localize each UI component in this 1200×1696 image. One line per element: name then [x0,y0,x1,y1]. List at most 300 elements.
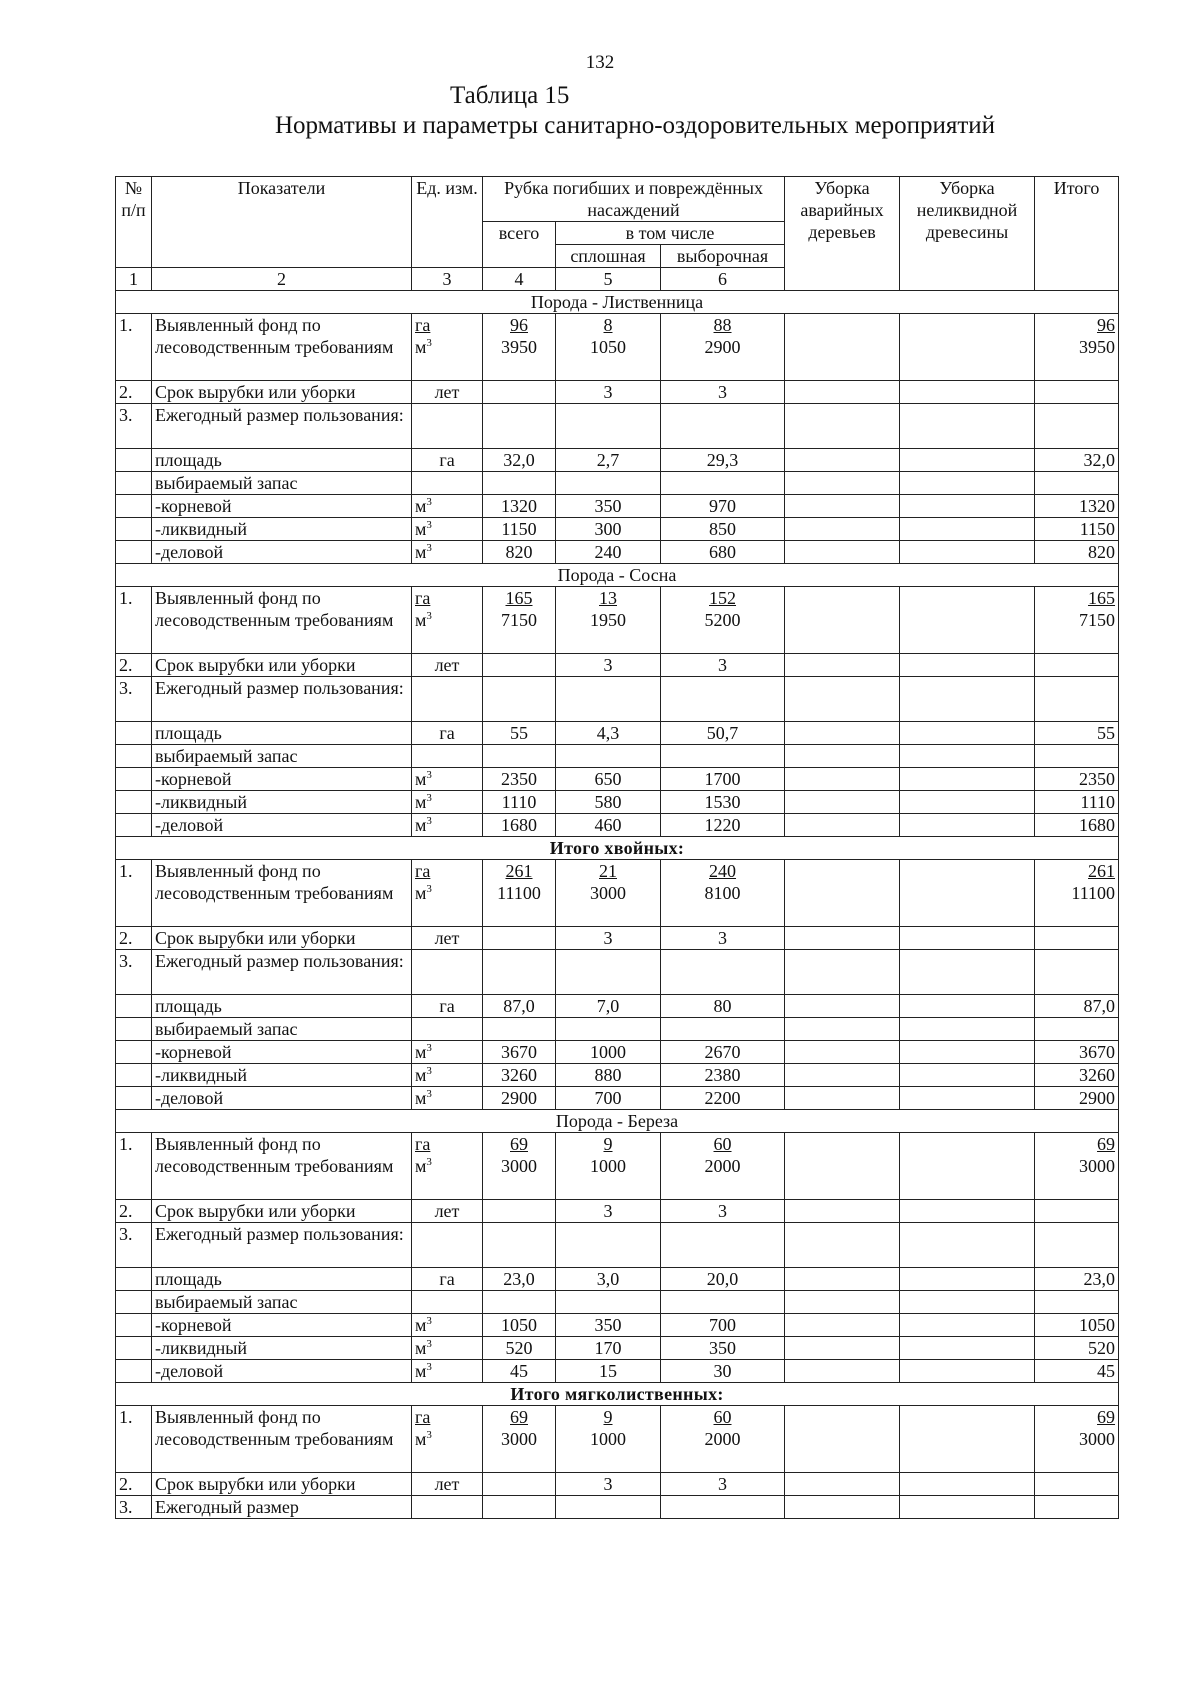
value-cell: 700 [661,1314,785,1337]
empty-cell [483,677,556,722]
row-number-cell [116,814,152,837]
row-number-cell [116,995,152,1018]
empty-cell [900,1360,1035,1383]
value-cell: 680 [661,541,785,564]
total-cell [1035,860,1119,927]
value-cell: 3670 [483,1041,556,1064]
unit-superscript: 3 [426,1361,432,1373]
value-cell: 29,3 [661,449,785,472]
value-cell: 350 [556,495,661,518]
empty-cell [412,1496,483,1519]
indicator-label: -ликвидный [152,791,412,814]
empty-cell [900,449,1035,472]
empty-cell [785,518,900,541]
total-cell: 3670 [1035,1041,1119,1064]
unit-ha: га [415,1134,431,1154]
unit-cell: га [412,722,483,745]
header-unit: Ед. изм. [412,177,483,268]
indicator-label: -деловой [152,1087,412,1110]
empty-cell [556,404,661,449]
row-number: 3. [116,1496,152,1519]
unit-m3 [415,1155,479,1177]
unit-cell [412,1087,483,1110]
indicator-label: -ликвидный [152,1337,412,1360]
value-cell: 7,0 [556,995,661,1018]
unit-m3 [415,882,479,904]
value-cell [661,1406,785,1473]
total-cell [1035,1133,1119,1200]
empty-cell [412,1223,483,1268]
empty-cell [900,404,1035,449]
value-m3: 3950 [501,337,537,357]
value-m3: 5200 [704,610,741,630]
empty-cell [1035,745,1119,768]
unit-cell [412,814,483,837]
empty-cell [900,995,1035,1018]
empty-cell [412,1291,483,1314]
value-cell: 1700 [661,768,785,791]
empty-cell [900,381,1035,404]
row-number-cell [116,1087,152,1110]
header-total: Итого [1035,177,1119,291]
value-cell: 23,0 [483,1268,556,1291]
empty-cell [785,541,900,564]
row-number: 2. [116,654,152,677]
empty-cell [556,1496,661,1519]
stock-row [116,472,1119,495]
unit-cell [412,314,483,381]
unit-label: м [415,337,427,357]
indicator-label: Срок вырубки или уборки [152,1200,412,1223]
empty-cell [900,1496,1035,1519]
value-cell: 170 [556,1337,661,1360]
column-number: 2 [152,268,412,291]
value-cell: 2380 [661,1064,785,1087]
row-number-cell [116,768,152,791]
empty-cell [556,1291,661,1314]
stock-row [116,1018,1119,1041]
value-cell: 460 [556,814,661,837]
total-cell [1035,381,1119,404]
value-cell [556,1406,661,1473]
unit-cell: га [412,995,483,1018]
unit-ha: га [415,861,431,881]
unit-cell [412,768,483,791]
empty-cell [900,768,1035,791]
empty-cell [900,1406,1035,1473]
empty-cell [785,449,900,472]
empty-cell [900,495,1035,518]
value-cell: 580 [556,791,661,814]
empty-cell [483,472,556,495]
annual-row [116,950,1119,995]
value-cell: 820 [483,541,556,564]
indicator-label: -ликвидный [152,518,412,541]
unit-label: м [415,519,427,539]
value-cell: 1150 [483,518,556,541]
value-ha: 60 [713,1134,732,1154]
value-ha: 165 [1088,588,1116,608]
row-number-cell [116,449,152,472]
unit-label: м [415,496,427,516]
value-ha: 96 [1097,315,1116,335]
unit-cell [412,860,483,927]
row-number: 2. [116,1473,152,1496]
empty-cell [483,404,556,449]
row-number: 3. [116,404,152,449]
value-cell [661,587,785,654]
table-label: Таблица 15 [450,82,570,109]
indicator-label: Ежегодный размер пользования: [152,1223,412,1268]
value-cell: 3 [661,1473,785,1496]
area-row [116,449,1119,472]
row-number-cell [116,1268,152,1291]
value-cell: 2900 [483,1087,556,1110]
indicator-label: площадь [152,722,412,745]
value-cell: 2350 [483,768,556,791]
value-cell: 1680 [483,814,556,837]
business-stock-row [116,541,1119,564]
unit-superscript: 3 [426,883,432,895]
indicator-label: Выявленный фонд по лесоводственным требованиям [152,1133,412,1200]
empty-cell [483,950,556,995]
total-cell [1035,654,1119,677]
indicator-label: Ежегодный размер пользования: [152,404,412,449]
section-title-row [116,564,1119,587]
stock-row [116,745,1119,768]
row-number: 1. [116,860,152,927]
unit-superscript: 3 [426,769,432,781]
unit-cell: лет [412,381,483,404]
term-row [116,381,1119,404]
unit-cell: лет [412,1473,483,1496]
indicator-label: площадь [152,995,412,1018]
empty-cell [483,1018,556,1041]
value-cell: 1110 [483,791,556,814]
empty-cell [412,1018,483,1041]
indicator-label: Срок вырубки или уборки [152,1473,412,1496]
value-cell: 350 [661,1337,785,1360]
indicator-label: -корневой [152,1041,412,1064]
empty-cell [900,472,1035,495]
empty-cell [556,1223,661,1268]
row-number: 2. [116,1200,152,1223]
row-number-cell [116,518,152,541]
value-cell: 2670 [661,1041,785,1064]
indicator-label: Срок вырубки или уборки [152,654,412,677]
section-title-row [116,291,1119,314]
unit-superscript: 3 [426,1156,432,1168]
value-cell: 1530 [661,791,785,814]
header-including: в том числе [556,222,785,245]
annual-row [116,404,1119,449]
value-m3: 7150 [1079,610,1116,630]
value-cell [483,1200,556,1223]
empty-cell [1035,404,1119,449]
value-ha: 152 [709,588,737,608]
value-cell: 1050 [483,1314,556,1337]
stock-row [116,1291,1119,1314]
empty-cell [785,995,900,1018]
empty-cell [785,950,900,995]
value-cell: 1320 [483,495,556,518]
indicator-label: Выявленный фонд по лесоводственным требованиям [152,587,412,654]
indicator-label: выбираемый запас [152,745,412,768]
empty-cell [556,745,661,768]
value-cell: 2,7 [556,449,661,472]
empty-cell [900,1133,1035,1200]
empty-cell [900,1314,1035,1337]
fund-row [116,314,1119,381]
header-illiquid: Уборка неликвидной древесины [900,177,1035,291]
empty-cell [785,587,900,654]
value-cell: 3 [661,381,785,404]
indicator-label: Срок вырубки или уборки [152,381,412,404]
empty-cell [661,1223,785,1268]
row-number-cell [116,1041,152,1064]
unit-superscript: 3 [426,1338,432,1350]
fund-row [116,1133,1119,1200]
value-cell [556,587,661,654]
indicator-label: -корневой [152,1314,412,1337]
value-m3: 3000 [1079,1156,1116,1176]
row-number: 1. [116,314,152,381]
value-cell: 650 [556,768,661,791]
total-cell: 520 [1035,1337,1119,1360]
empty-cell [785,495,900,518]
indicator-label: -деловой [152,814,412,837]
value-cell: 32,0 [483,449,556,472]
value-m3: 1050 [590,337,626,357]
unit-cell [412,1041,483,1064]
empty-cell [785,1314,900,1337]
empty-cell [785,677,900,722]
row-number: 3. [116,950,152,995]
fund-row [116,860,1119,927]
empty-cell [661,745,785,768]
empty-cell [785,768,900,791]
area-row [116,995,1119,1018]
empty-cell [900,1087,1035,1110]
empty-cell [661,1496,785,1519]
value-m3: 7150 [501,610,537,630]
total-cell: 1320 [1035,495,1119,518]
indicator-label: площадь [152,1268,412,1291]
unit-superscript: 3 [426,337,432,349]
total-cell: 23,0 [1035,1268,1119,1291]
value-cell: 3 [556,1473,661,1496]
value-cell: 15 [556,1360,661,1383]
empty-cell [785,927,900,950]
unit-label: м [415,792,427,812]
page-number: 132 [585,52,615,73]
indicator-label: Ежегодный размер пользования: [152,950,412,995]
header-solid: сплошная [556,245,661,268]
header-num: № п/п [116,177,152,268]
unit-cell: га [412,1268,483,1291]
empty-cell [900,541,1035,564]
value-cell [556,860,661,927]
business-stock-row [116,1087,1119,1110]
value-cell: 350 [556,1314,661,1337]
total-cell: 87,0 [1035,995,1119,1018]
value-m3: 8100 [704,883,741,903]
business-stock-row [116,814,1119,837]
value-cell: 2200 [661,1087,785,1110]
value-ha: 96 [510,315,528,335]
unit-label: м [415,1156,427,1176]
empty-cell [900,654,1035,677]
value-cell: 3 [661,1200,785,1223]
unit-label: м [415,1429,427,1449]
value-cell: 700 [556,1087,661,1110]
section-title: Итого хвойных: [116,837,1119,860]
value-m3: 3000 [501,1429,537,1449]
empty-cell [785,814,900,837]
column-number: 1 [116,268,152,291]
value-cell: 3 [556,1200,661,1223]
value-ha: 13 [599,588,617,608]
empty-cell [661,472,785,495]
empty-cell [900,745,1035,768]
unit-m3 [415,1428,479,1450]
value-cell: 50,7 [661,722,785,745]
value-m3: 3000 [1079,1429,1116,1449]
value-cell [483,860,556,927]
empty-cell [900,1041,1035,1064]
value-ha: 69 [510,1407,528,1427]
liquid-stock-row [116,1064,1119,1087]
indicator-label: выбираемый запас [152,1291,412,1314]
empty-cell [785,472,900,495]
unit-cell [412,1406,483,1473]
row-number-cell [116,1360,152,1383]
total-cell: 1680 [1035,814,1119,837]
row-number: 1. [116,1406,152,1473]
root-stock-row [116,1314,1119,1337]
empty-cell [1035,1018,1119,1041]
unit-ha: га [415,1407,431,1427]
empty-cell [900,587,1035,654]
value-cell [483,1133,556,1200]
empty-cell [1035,1291,1119,1314]
value-ha: 8 [603,315,613,335]
table-body [116,177,1119,1519]
total-cell [1035,1473,1119,1496]
row-number-cell [116,722,152,745]
value-ha: 69 [510,1134,528,1154]
unit-superscript: 3 [426,542,432,554]
value-ha: 21 [599,861,617,881]
value-cell: 45 [483,1360,556,1383]
total-cell [1035,1406,1119,1473]
total-cell: 2900 [1035,1087,1119,1110]
row-number-cell [116,472,152,495]
total-cell: 32,0 [1035,449,1119,472]
value-cell: 55 [483,722,556,745]
row-number-cell [116,1314,152,1337]
empty-cell [785,745,900,768]
section-title: Порода - Лиственница [116,291,1119,314]
column-number: 5 [556,268,661,291]
value-cell: 3 [556,654,661,677]
value-cell: 3 [661,654,785,677]
unit-label: м [415,1361,427,1381]
row-number: 1. [116,587,152,654]
empty-cell [785,1496,900,1519]
unit-superscript: 3 [426,496,432,508]
unit-superscript: 3 [426,610,432,622]
row-number: 3. [116,677,152,722]
empty-cell [785,381,900,404]
row-number-cell [116,541,152,564]
unit-superscript: 3 [426,1088,432,1100]
total-cell: 45 [1035,1360,1119,1383]
section-title-row [116,1383,1119,1406]
term-row [116,927,1119,950]
unit-cell [412,1360,483,1383]
empty-cell [661,404,785,449]
business-stock-row [116,1360,1119,1383]
unit-superscript: 3 [426,1065,432,1077]
unit-superscript: 3 [426,519,432,531]
row-number: 1. [116,1133,152,1200]
empty-cell [785,722,900,745]
empty-cell [900,1018,1035,1041]
total-cell: 55 [1035,722,1119,745]
unit-superscript: 3 [426,1315,432,1327]
total-cell: 1110 [1035,791,1119,814]
value-cell: 3 [556,381,661,404]
row-number-cell [116,495,152,518]
value-m3: 3000 [590,883,626,903]
row-number-cell [116,1064,152,1087]
empty-cell [900,860,1035,927]
column-number: 4 [483,268,556,291]
empty-cell [785,860,900,927]
value-cell: 80 [661,995,785,1018]
section-title-row [116,837,1119,860]
value-m3: 3000 [501,1156,537,1176]
empty-cell [483,1496,556,1519]
unit-m3 [415,336,479,358]
header-selective: выборочная [661,245,785,268]
value-ha: 69 [1097,1134,1116,1154]
empty-cell [900,950,1035,995]
annual-row [116,677,1119,722]
empty-cell [785,1018,900,1041]
empty-cell [900,1200,1035,1223]
indicator-label: Выявленный фонд по лесоводственным требованиям [152,314,412,381]
unit-m3 [415,609,479,631]
document-title: Нормативы и параметры санитарно-оздоровительных мероприятий [274,112,996,139]
value-cell: 1000 [556,1041,661,1064]
unit-cell: лет [412,654,483,677]
row-number-cell [116,791,152,814]
term-row [116,1473,1119,1496]
empty-cell [785,1268,900,1291]
indicator-label: выбираемый запас [152,472,412,495]
total-cell: 3260 [1035,1064,1119,1087]
empty-cell [483,1223,556,1268]
empty-cell [785,404,900,449]
unit-cell [412,541,483,564]
row-number-cell [116,745,152,768]
total-cell [1035,587,1119,654]
header-felling: Рубка погибших и повреждённых насаждений [483,177,785,222]
unit-cell [412,791,483,814]
indicator-label: -корневой [152,768,412,791]
